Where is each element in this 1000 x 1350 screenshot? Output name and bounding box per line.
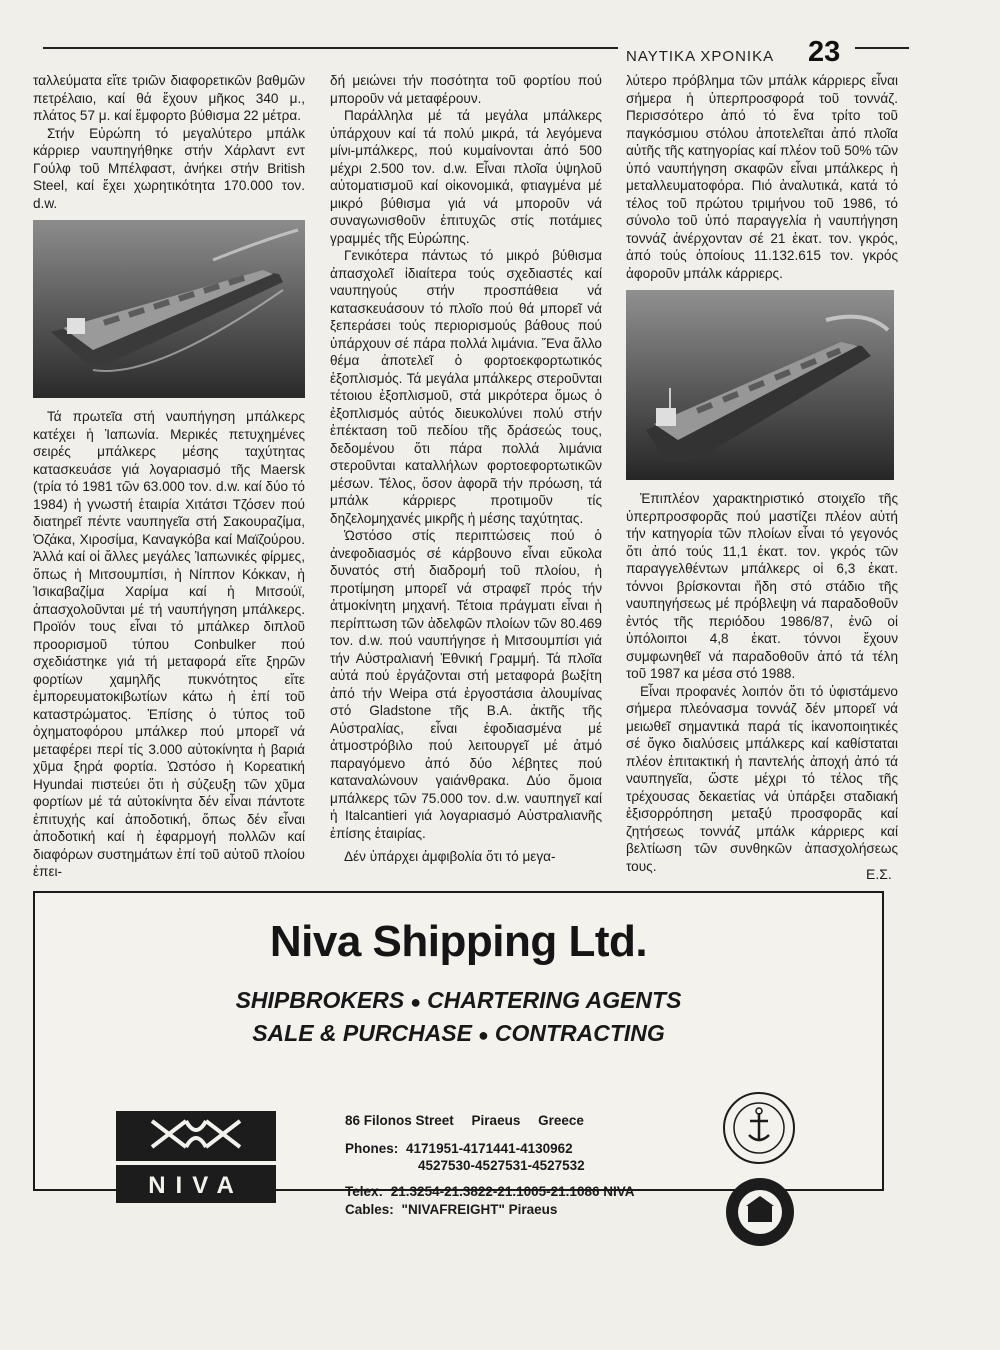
telex-value: 21.3254-21.3822-21.1005-21.1086 NIVA (390, 1184, 635, 1199)
paragraph: Παράλληλα μέ τά μεγάλα μπάλκερς ὑπάρχουν καί τά πολύ μικρά, τά λεγόμενα μίνι-μπάλκερς, πού κυμαίνονται ἀπό 500 μέχρι 2.500 τον. d.w. Εἶναι πλοῖα ὑψηλοῦ αὐτοματισμοῦ καί οἰκονομικά, φτιαγμένα μέ μικρό βύθισμα γιά νά μποροῦν νά συναγωνισθοῦν ἐπιτυχῶς στίς ποτάμιες γραμμές τῆς Εὐρώπης. (330, 108, 602, 246)
magazine-title: ΝΑΥΤΙΚΑ ΧΡΟΝΙΚΑ (626, 48, 775, 65)
article-column-2 (330, 72, 602, 866)
header-rule-right (855, 47, 909, 49)
logo-text: NIVA (148, 1172, 244, 1199)
bullet-icon: ● (478, 1025, 489, 1045)
shipbrokers-association-seal (722, 1091, 796, 1165)
phones-line-1: 4171951-4171441-4130962 (406, 1141, 573, 1156)
article-column-1 (33, 72, 305, 881)
article-column-3 (626, 72, 898, 875)
paragraph: λύτερο πρόβλημα τῶν μπάλκ κάρριερς εἶναι σήμερα ἡ ὑπερπροσφορά τοῦ τοννάζ. Περισσότερο ἀπό τό ἕνα τρίτο τοῦ παγκόσμιου στόλου ἀποτελεῖται ἀπό πλοῖα αὐτῆς τῆς κατηγορίας καί πλέον τοῦ 50% τῶν ὑπό ναυπήγηση σκαφῶν εἶναι μπάλκερς ἡ μεταλλευματοφόρα. Πιό ἀναλυτικά, κατά τό τέλος τοῦ πρώτου τριμήνου τοῦ 1986, τό σύνολο τοῦ ὑπό παραγγελία ἡ ναυπήγηση τοννάζ ἀνέρχονταν σέ 21 ἑκατ. τον. γκρός, ἀπό τούς ὁποίους 11.132.615 τον. γκρός ἀφοροῦν μπάλκ κάρριερς. (626, 73, 898, 281)
bullet-icon: ● (410, 992, 422, 1012)
ad-services-line-1 (35, 987, 882, 1014)
telex-label: Telex: (345, 1184, 384, 1199)
author-signature: Ε.Σ. (866, 866, 892, 882)
ad-company-name: Niva Shipping Ltd. (269, 917, 648, 966)
paragraph: Δέν ὑπάρχει ἀμφιβολία ὅτι τό μεγα- (344, 849, 556, 864)
city: Piraeus (471, 1113, 521, 1128)
country: Greece (538, 1113, 584, 1128)
paragraph: Εἶναι προφανές λοιπόν ὅτι τό ὑφιστάμενο σήμερα πλεόνασμα τοννάζ δέν μπορεῖ νά μειωθεῖ σημαντικά παρά τίς ἱκανοποιητικές σέ ὄγκο διαλύσεις μπάλκερς καί καθίσταται πλέον ἐπιτακτική ἡ παντελής ἀποχή ἀπό τά ναυπηγεῖα, ὥστε μέχρι τό τέλος τῆς τρέχουσας δεκαετίας νά ὑπάρξει σταδιακή ἐξισορρόπηση μεταξύ προσφορᾶς καί ζητήσεως τοννάζ μπάλκ κάρριερς καί βελτίωση τῶν συνθηκῶν ἀπασχολήσεως τους. (626, 683, 898, 874)
ad-service: SALE & PURCHASE (252, 1020, 472, 1046)
ad-telex (345, 1184, 634, 1199)
ad-phones-line-2: 4527530-4527531-4527532 (418, 1158, 585, 1173)
paragraph: Τά πρωτεῖα στή ναυπήγηση μπάλκερς κατέχει ἡ Ἰαπωνία. Μερικές πετυχημένες σειρές μπάλκερς μέσης ταχύτητας κατασκευάσε γιά λογαριασμό τῆς Maersk (τρία τό 1981 τῶν 63.000 τον. d.w. καί δύο τό 1984) ἡ γνωστή ἑταιρία Χιτάτσι Τζόσεν πού διατηρεῖ πέντε ναυπηγεῖα στή Σακουραζίμα, Ὀζάκα, Χιροσίμα, Καναγκόβα καί Μαϊζούρου. Ἀλλά καί οἱ ἄλλες μεγάλες Ἰαπωνικές φίρμες, ὅπως ἡ Μιτσουμπίσι, ἡ Νίππον Κόκκαν, ἡ Ἰσικαβαζίμα Χαρίμα καί ἡ Μιτσούϊ, ἀπασχολοῦνται μέ τή ναυπήγηση μπάλκερς. Προϊόν τους εἶναι τό μπάλκερ διπλοῦ προορισμοῦ τύπου Conbulker πού σχεδιάστηκε γιά τή μεταφορά εἴτε ξηρῶν φορτίων χαμηλῆς πυκνότητος εἴτε ἐμπορευματοκιβωτίων κάτω ἡ ἐπί τοῦ καταστρώματος. Ἐπίσης ὁ τύπος τοῦ ὀχηματοφόρου μπάλκερ πού μπορεῖ νά μεταφέρει περί τίς 3.000 αὐτοκίνητα ἡ βαριά χῦμα ξηρά φορτία. Ὡστόσο ἡ Κορεατική Hyundai πιστεύει ὅτι ἡ σύζευξη τῶν χῦμα φορτίων μέ τά αὐτοκίνητα δέν εἶναι πάντοτε ἐπιτυχής καί ἀποδοτική, ὅπως δέν εἶναι ἀποδοτική καί ἡ ἐφαρμογή πολλῶν καί διαφόρων συστημάτων ἐπί τοῦ αὐτοῦ πλοίου ἐπει- (33, 409, 305, 879)
ad-address (345, 1113, 584, 1128)
paragraph: Γενικότερα πάντως τό μικρό βύθισμα ἀπασχολεῖ ἰδιαίτερα τούς σχεδιαστές καί ναυπηγούς στήν προσπάθεια νά κατασκευάσουν τό πλοῖο πού θά μπορεῖ νά ξεπεράσει τούς περιορισμούς βάθους πού ὑπάρχουν σέ πάρα πολλά λιμάνια. Ἕνα ἄλλο θέμα ἀποτελεῖ ὁ φορτοεκφορτωτικός ἐξοπλισμός. Τά μεγάλα μπάλκερς στεροῦνται τέτοιου ἐξοπλισμοῦ, στά μικρότερα ὅμως ὁ ἐξοπλισμός αὐτός διευκολύνει πολύ στήν ἐπέκταση τοῦ πεδίου τῆς δράσεώς τους, δεδομένου ὅτι πάρα πολλά λιμάνια στεροῦνται καταλλήλων φορτοεφορτωτικῶν μέσων. Τέλος, ὅσον ἀφορᾶ τήν πρόωση, τά μπάλκ κάρριερς προτιμοῦν τίς δηζελομηχανές μικρῆς ἡ μέσης ταχύτητας. (330, 248, 602, 526)
ad-services-line-2 (35, 1020, 882, 1047)
paragraph: ταλλεύματα εἴτε τριῶν διαφορετικῶν βαθμῶν πετρέλαιο, καί θά ἔχουν μῆκος 340 μ., πλάτος 57 μ. καί ἔμφορτο βύθισμα 22 μέτρα. (33, 73, 305, 123)
paragraph: Ὡστόσο στίς περιπτώσεις πού ὁ ἀνεφοδιασμός σέ κάρβουνο εἶναι εὔκολα δυνατός στή διαδρομή τοῦ πλοίου, ἡ προτίμηση μπορεῖ νά στραφεῖ πρός τήν ἀτμοκίνητη μηχανή. Τέτοια πράγματι εἶναι ἡ περίπτωση τῶν ἀδελφῶν πλοίων τῶν 80.469 τον. d.w. πού ναυπήγησε ἡ Μιτσουμπίσι γιά τήν Αὐστραλιανή Ἐθνική Γραμμή. Τά πλοῖα αὐτά πού ἐργάζονται στή μεταφορά βωξίτη ἀπό τήν Weipa στά ἐργοστάσια ἀλουμίνας στό Gladstone τῆς Β.Α. ἀκτῆς τῆς Αὐστραλίας, εἶναι ἐφοδιασμένα μέ ἀτμοστρόβιλο πού λειτουργεῖ μέ ἀτμό παραγόμενο ἀπό δύο λέβητες πού καταναλώνουν γαιάνθρακα. Δύο ὅμοια μπάλκερς τῶν 75.000 τον. d.w. ναυπηγεῖ καί ἡ Italcantieri γιά λογαριασμό Αὐστραλιανῆς ἐπίσης ἑταιρίας. (330, 528, 602, 841)
street: 86 Filonos Street (345, 1113, 454, 1128)
ad-service: CHARTERING AGENTS (427, 987, 682, 1013)
advertisement-niva-shipping (33, 891, 884, 1217)
cables-label: Cables: (345, 1202, 394, 1217)
phones-label: Phones: (345, 1141, 399, 1156)
ad-service: CONTRACTING (494, 1020, 665, 1046)
baltic-exchange-seal (724, 1176, 796, 1248)
bulk-carrier-photo-2 (626, 290, 894, 480)
bulk-carrier-photo-1 (33, 220, 305, 398)
page-number: 23 (808, 36, 841, 68)
niva-logo (116, 1111, 276, 1203)
cables-value: "NIVAFREIGHT" Piraeus (401, 1202, 558, 1217)
paragraph: Στήν Εὐρώπη τό μεγαλύτερο μπάλκ κάρριερ ναυπηγήθηκε στήν Χάρλαντ εντ Γούλφ τοῦ Μπέλφαστ, ἀνήκει στήν British Steel, καί ἔχει χωρητικότητα 170.000 τον. d.w. (33, 125, 305, 211)
ad-service: SHIPBROKERS (235, 987, 405, 1013)
paragraph: Ἐπιπλέον χαρακτηριστικό στοιχεῖο τῆς ὑπερπροσφορᾶς πού μαστίζει πλέον αὐτή τήν κατηγορία τῶν πλοίων εἶναι τό γεγονός ὅτι ἀπό τούς 11,1 ἑκατ. τον. γκρός τῶν παραγγελθέντων μπάλκερς οἱ 6,3 ἑκατ. τόννοι βρίσκονται ἤδη στό στάδιο τῆς ναυπηγήσεως μέ πρόβλεψη νά παραδοθοῦν ἐντός τῆς περιόδου 1986/87, ἐνῶ οἱ ὑπόλοιποι 4,8 ἑκατ. τόννοι ἔχουν συμφωνηθεῖ νά παραδοθοῦν ἀπό τά τέλη τοῦ 1987 κα μέσα στό 1988. (626, 491, 898, 681)
ad-phones (345, 1141, 573, 1156)
ad-cables (345, 1202, 557, 1217)
header-rule-left (43, 47, 618, 49)
paragraph: δή μειώνει τήν ποσότητα τοῦ φορτίου πού μποροῦν νά μεταφέρουν. (330, 73, 602, 106)
